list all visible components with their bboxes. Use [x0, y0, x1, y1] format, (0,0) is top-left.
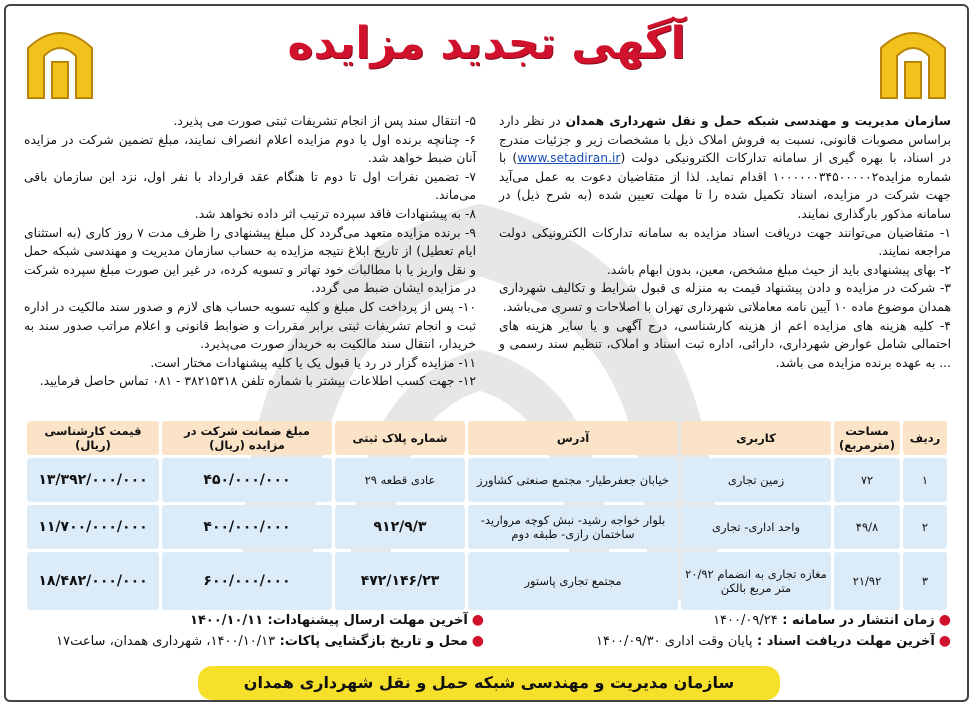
- cell-guarantee: ۴۰۰/۰۰۰/۰۰۰: [162, 505, 332, 549]
- header-row-number: ردیف: [903, 421, 947, 455]
- setadiran-link[interactable]: www.setadiran.ir: [517, 151, 621, 166]
- offer-label: آخرین مهلت ارسال پیشنهادات:: [263, 613, 468, 628]
- cell-usage: مغازه تجاری به انضمام ۲۰/۹۲ متر مربع بالکن: [681, 552, 831, 610]
- intro-org: سازمان مدیریت و مهندسی شبکه حمل و نقل شهرداری همدان: [565, 114, 951, 128]
- bullet-icon: ●: [471, 633, 484, 649]
- header-plate: شماره پلاک ثبتی: [335, 421, 465, 455]
- cell-plate: عادی قطعه ۲۹: [335, 458, 465, 502]
- condition-item: ۹- برنده مزایده متعهد می‌گردد کل مبلغ پیشنهادی را ظرف مدت ۷ روز کاری (به استثنای ایام تعطیل) از تاریخ ابلاغ نتیجه مزایده به حساب سازمان مدیریت و مهندسی شبکه حمل و نقل واریز یا با مطالبات خود تهاتر و تسویه کرده، در غیر این صورت مبلغ سپرده شرکت در مزایده ایشان ضبط می گردد.: [24, 225, 476, 296]
- cell-area: ۷۲: [834, 458, 900, 502]
- cell-appraisal: ۱۱/۷۰۰/۰۰۰/۰۰۰: [27, 505, 159, 549]
- intro-paragraph: [499, 112, 951, 224]
- publish-value: ۱۴۰۰/۰۹/۲۴: [713, 613, 778, 628]
- dates-left: [24, 610, 484, 652]
- bullet-icon: ●: [938, 612, 951, 628]
- docs-value: پایان وقت اداری ۱۴۰۰/۰۹/۳۰: [596, 634, 753, 649]
- notice-title: آگهی تجدید مزایده: [287, 18, 686, 69]
- publish-date: [491, 610, 951, 631]
- cell-area: ۲۱/۹۲: [834, 552, 900, 610]
- condition-item: ۱- متقاضیان می‌توانند جهت دریافت اسناد مزایده به سامانه تدارکات الکترونیکی دولت مراجعه نمایند.: [499, 225, 951, 259]
- cell-guarantee: ۴۵۰/۰۰۰/۰۰۰: [162, 458, 332, 502]
- auction-table: [24, 418, 950, 613]
- intro-text-2: ) با شماره مزایده۱۰۰۰۰۰۰۳۴۵۰۰۰۰۰۲ اقدام نماید. لذا از متقاضیان دعوت به عمل می‌آید جهت شرکت در مزایده، اسناد تکمیل شده را تا مهلت تعیین شده (به شرح ذیل) در سامانه مذکور بارگذاری نمایند.: [499, 151, 951, 221]
- offer-value: ۱۴۰۰/۱۰/۱۱: [190, 613, 264, 628]
- table-row: [27, 552, 947, 610]
- cell-usage: زمین تجاری: [681, 458, 831, 502]
- cell-row-number: ۲: [903, 505, 947, 549]
- cell-address: بلوار خواجه رشید- نبش کوچه مروارید- ساختمان رازی- طبقه دوم: [468, 505, 678, 549]
- header-appraisal: قیمت کارشناسی (ریال): [27, 421, 159, 455]
- right-column: [499, 112, 951, 372]
- cell-appraisal: ۱۳/۳۹۲/۰۰۰/۰۰۰: [27, 458, 159, 502]
- cell-row-number: ۱: [903, 458, 947, 502]
- condition-item: ۶- چنانچه برنده اول یا دوم مزایده اعلام انصراف نمایند، مبلغ تضمین شرکت در مزایده آنان ضبط خواهد شد.: [24, 132, 476, 166]
- condition-item: ۱۱- مزایده گزار در رد یا قبول یک یا کلیه پیشنهادات مختار است.: [150, 355, 476, 370]
- header-guarantee: مبلغ ضمانت شرکت در مزایده (ریال): [162, 421, 332, 455]
- condition-item: ۷- تضمین نفرات اول تا دوم تا هنگام عقد قرارداد با نفر اول، نزد این سازمان باقی می‌ماند.: [24, 169, 476, 203]
- opening-label: محل و تاریخ بازگشایی پاکات:: [275, 634, 468, 649]
- table-header-row: [27, 421, 947, 455]
- table-row: [27, 458, 947, 502]
- publish-label: زمان انتشار در سامانه :: [777, 613, 935, 628]
- footer-banner: سازمان مدیریت و مهندسی شبکه حمل و نقل شهرداری همدان: [198, 666, 780, 700]
- header-usage: کاربری: [681, 421, 831, 455]
- cell-guarantee: ۶۰۰/۰۰۰/۰۰۰: [162, 552, 332, 610]
- condition-item: ۸- به پیشنهادات فاقد سپرده ترتیب اثر داده نخواهد شد.: [194, 206, 476, 221]
- condition-item: ۵- انتقال سند پس از انجام تشریفات ثبتی صورت می پذیرد.: [173, 114, 476, 128]
- cell-address: مجتمع تجاری پاستور: [468, 552, 678, 610]
- cell-appraisal: ۱۸/۴۸۲/۰۰۰/۰۰۰: [27, 552, 159, 610]
- bullet-icon: ●: [471, 612, 484, 628]
- docs-deadline: [491, 631, 951, 652]
- cell-plate: ۴۷۲/۱۴۶/۲۳: [335, 552, 465, 610]
- condition-item: ۱۲- جهت کسب اطلاعات بیشتر با شماره تلفن ۳۸۲۱۵۳۱۸ - ۰۸۱ تماس حاصل فرمایید.: [39, 374, 476, 389]
- cell-usage: واحد اداری- تجاری: [681, 505, 831, 549]
- cell-plate: ۹۱۲/۹/۳: [335, 505, 465, 549]
- condition-item: ۲- بهای پیشنهادی باید از حیث مبلغ مشخص، معین، بدون ابهام باشد.: [606, 262, 951, 277]
- cell-area: ۴۹/۸: [834, 505, 900, 549]
- condition-item: ۳- شرکت در مزایده و دادن پیشنهاد قیمت به منزله ی قبول شرایط و تکالیف شهرداری همدان موضوع ماده ۱۰ آیین نامه معاملاتی شهرداری تهران با اصلاحات و تسری می‌باشد.: [499, 281, 951, 314]
- header-address: آدرس: [468, 421, 678, 455]
- docs-label: آخرین مهلت دریافت اسناد :: [752, 634, 935, 649]
- cell-address: خیابان جعفرطیار- مجتمع صنعتی کشاورز: [468, 458, 678, 502]
- offer-deadline: [24, 610, 484, 631]
- table-row: [27, 505, 947, 549]
- municipality-logo-left-icon: [20, 22, 100, 102]
- intro-text-1: در نظر دارد براساس مصوبات قانونی، نسبت به فروش املاک ذیل با مشخصات زیر و جزئیات مندرج در اسناد، با بهره گیری از سامانه تدارکات الکترونیکی دولت (: [499, 114, 951, 166]
- cell-row-number: ۳: [903, 552, 947, 610]
- left-column: [24, 112, 476, 391]
- opening-info: [24, 631, 484, 652]
- dates-right: [491, 610, 951, 652]
- opening-value: ۱۴۰۰/۱۰/۱۳، شهرداری همدان، ساعت۱۷: [56, 634, 276, 649]
- condition-item: ۱۰- پس از پرداخت کل مبلغ و کلیه تسویه حساب های لازم و صدور سند مالکیت در اداره ثبت و انجام تشریفات ثبتی برابر مقررات و ضوابط قانونی و اعلام مراتب صدور سند به خریدار، انتقال سند مالکیت به خریدار صورت می‌پذیرد.: [24, 299, 476, 352]
- bullet-icon: ●: [938, 633, 951, 649]
- municipality-logo-right-icon: [873, 22, 953, 102]
- condition-item: ۴- کلیه هزینه های مزایده اعم از هزینه کارشناسی، درج آگهی و یا سایر هزینه های احتمالی شامل عوارض شهرداری، دارائی، اداره ثبت اسناد و املاک، تنظیم سند رسمی و ... به عهده برنده مزایده می باشد.: [499, 318, 951, 370]
- header-area: مساحت (مترمربع): [834, 421, 900, 455]
